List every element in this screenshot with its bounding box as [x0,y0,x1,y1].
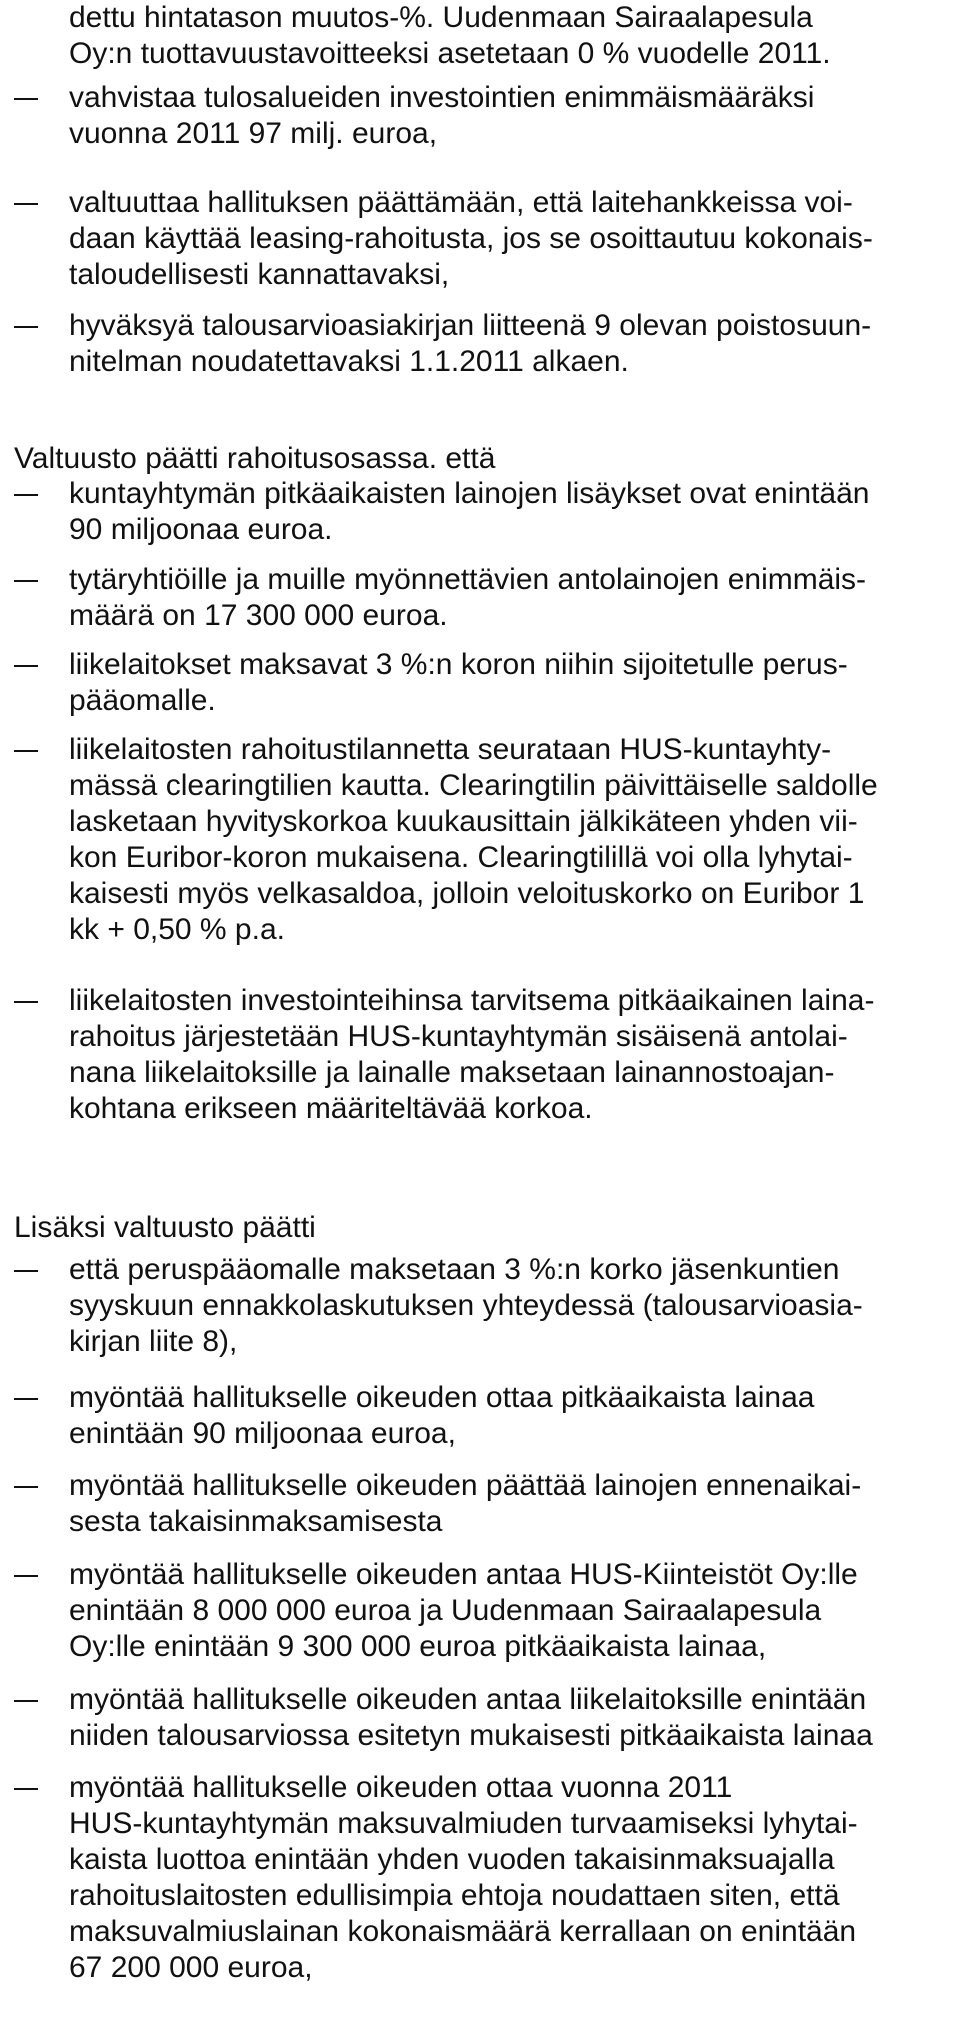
list-item-line: pääomalle. [69,684,216,717]
list-item-line: kaista luottoa enintään yhden vuoden takaisinmaksuajalla [69,1843,835,1876]
list-item-line: myöntää hallitukselle oikeuden antaa liikelaitoksille enintään [69,1683,867,1716]
list-item-line: liikelaitosten investointeihinsa tarvitsema pitkäaikainen laina- [69,984,875,1017]
list-dash [14,326,38,328]
section-heading: Lisäksi valtuusto päätti [14,1211,316,1244]
list-item-line: että peruspääomalle maksetaan 3 %:n korko jäsenkuntien [69,1253,840,1286]
list-dash [14,494,38,496]
list-dash [14,1700,38,1702]
list-item-line: määrä on 17 300 000 euroa. [69,599,448,632]
list-item-line: taloudellisesti kannattavaksi, [69,258,450,291]
list-item-line: valtuuttaa hallituksen päättämään, että laitehankkeissa voi- [69,186,853,219]
list-item-line: kuntayhtymän pitkäaikaisten lainojen lisäykset ovat enintään [69,477,870,510]
list-dash [14,750,38,752]
list-dash [14,665,38,667]
list-item-line: syyskuun ennakkolaskutuksen yhteydessä (talousarvioasia- [69,1289,863,1322]
list-dash [14,580,38,582]
list-item-line: HUS-kuntayhtymän maksuvalmiuden turvaamiseksi lyhytai- [69,1807,858,1840]
list-item-line: 90 miljoonaa euroa. [69,513,333,546]
list-item-line: daan käyttää leasing-rahoitusta, jos se osoittautuu kokonais- [69,222,873,255]
list-dash [14,98,38,100]
list-item-line: hyväksyä talousarvioasiakirjan liitteenä 9 olevan poistosuun- [69,309,872,342]
list-item-line: kaisesti myös velkasaldoa, jolloin veloituskorko on Euribor 1 [69,877,865,910]
paragraph-line: Oy:n tuottavuustavoitteeksi asetetaan 0 % vuodelle 2011. [69,37,831,70]
list-item-line: sesta takaisinmaksamisesta [69,1505,443,1538]
list-item-line: vahvistaa tulosalueiden investointien enimmäismääräksi [69,81,815,114]
list-item-line: kk + 0,50 % p.a. [69,913,285,946]
list-item-line: myöntää hallitukselle oikeuden antaa HUS-Kiinteistöt Oy:lle [69,1558,858,1591]
list-item-line: liikelaitokset maksavat 3 %:n koron niihin sijoitetulle perus- [69,648,848,681]
list-dash [14,1788,38,1790]
list-item-line: mässä clearingtilien kautta. Clearingtilin päivittäiselle saldolle [69,769,878,802]
list-dash [14,1398,38,1400]
list-item-line: maksuvalmiuslainan kokonaismäärä kerrallaan on enintään [69,1915,857,1948]
list-item-line: 67 200 000 euroa, [69,1951,313,1984]
list-item-line: nana liikelaitoksille ja lainalle maksetaan lainannostoajan- [69,1056,835,1089]
list-item-line: kon Euribor-koron mukaisena. Clearingtilillä voi olla lyhytai- [69,841,853,874]
list-item-line: enintään 8 000 000 euroa ja Uudenmaan Sairaalapesula [69,1594,822,1627]
list-item-line: kirjan liite 8), [69,1325,238,1358]
list-item-line: kohtana erikseen määriteltävää korkoa. [69,1092,593,1125]
section-heading: Valtuusto päätti rahoitusosassa. että [14,442,496,475]
list-item-line: myöntää hallitukselle oikeuden ottaa pitkäaikaista lainaa [69,1381,815,1414]
list-dash [14,203,38,205]
list-dash [14,1001,38,1003]
list-item-line: enintään 90 miljoonaa euroa, [69,1417,456,1450]
list-item-line: nitelman noudatettavaksi 1.1.2011 alkaen. [69,345,629,378]
list-dash [14,1575,38,1577]
list-item-line: tytäryhtiöille ja muille myönnettävien antolainojen enimmäis- [69,563,867,596]
list-item-line: lasketaan hyvityskorkoa kuukausittain jälkikäteen yhden vii- [69,805,858,838]
list-dash [14,1270,38,1272]
paragraph-line: dettu hintatason muutos-%. Uudenmaan Sairaalapesula [69,1,813,34]
list-item-line: vuonna 2011 97 milj. euroa, [69,117,438,150]
list-item-line: rahoitus järjestetään HUS-kuntayhtymän sisäisenä antolai- [69,1020,848,1053]
list-item-line: myöntää hallitukselle oikeuden ottaa vuonna 2011 [69,1771,733,1804]
list-item-line: rahoituslaitosten edullisimpia ehtoja noudattaen siten, että [69,1879,840,1912]
list-dash [14,1486,38,1488]
list-item-line: liikelaitosten rahoitustilannetta seurataan HUS-kuntayhty- [69,733,832,766]
list-item-line: niiden talousarviossa esitetyn mukaisesti pitkäaikaista lainaa [69,1719,873,1752]
list-item-line: myöntää hallitukselle oikeuden päättää lainojen ennenaikai- [69,1469,862,1502]
list-item-line: Oy:lle enintään 9 300 000 euroa pitkäaikaista lainaa, [69,1630,767,1663]
